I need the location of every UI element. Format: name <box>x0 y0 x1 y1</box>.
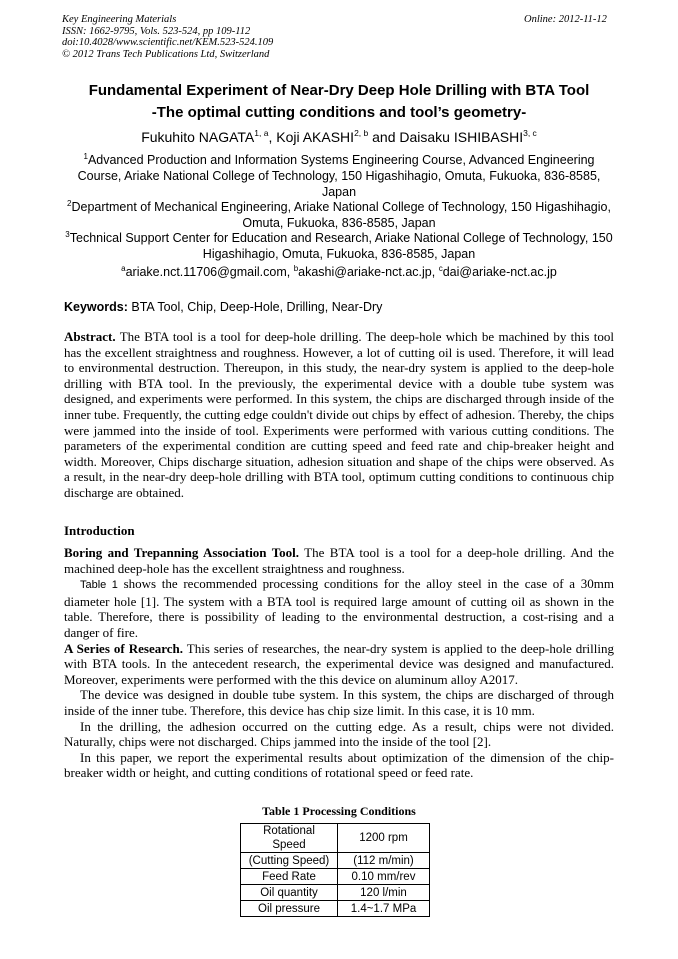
table-reference[interactable]: Table 1 <box>80 579 118 592</box>
table-cell: Oil quantity <box>241 885 338 901</box>
abstract-text: The BTA tool is a tool for deep-hole drilling. The deep-hole which be machined by this tool has the excellent straightness and roughness. However, a lot of cutting oil is used. Therefore, it will lead to environmental destruction. Thereupon, in this study, the near-dry system is applied to the deep-hole drilling with BTA tool. In the previously, the experimental device with a double tube system was designed, and experiments were performed. In this system, the chips are discharged through inside of the inner tube. Frequently, the cutting edge couldn't divide out chips by effect of adhesion. Thereby, the chips were jammed into the inside of tool. Experiments were performed with various cutting conditions. The parameters of the experimental condition are cutting speed and feed rate and chip-breaker height and width. Moreover, Chips discharge situation, adhesion situation and shape of the chips were observed. As a result, in the near-dry deep-hole drilling with BTA tool, optimum cutting conditions to continuous chip discharge are obtained. <box>64 329 614 500</box>
table-row <box>241 869 430 885</box>
table-cell: Oil pressure <box>241 901 338 917</box>
abstract <box>64 329 614 501</box>
online-date: Online: 2012-11-12 <box>524 14 607 25</box>
paragraph: In the drilling, the adhesion occurred on the cutting edge. As a result, chips were not divided. Naturally, chips were not discharged. Chips jammed into the inside of the tool [2]. <box>64 718 614 750</box>
affiliation <box>64 199 614 231</box>
author-name: Daisaku ISHIBASHI <box>399 129 524 145</box>
author-affil-mark: 2, b <box>354 128 369 138</box>
table-row <box>241 824 430 853</box>
author-emails <box>64 264 614 280</box>
paragraph: In this paper, we report the experimental results about optimization of the dimension of the chip-breaker width or height, and cutting conditions of rotational speed or feed rate. <box>64 749 614 781</box>
journal-name: Key Engineering Materials <box>62 14 177 25</box>
paragraph-text: The BTA tool is a tool for a deep-hole drilling. And the machined deep-hole has the excellent straightness and roughness. <box>64 545 614 576</box>
paragraph <box>64 576 614 640</box>
doi-line: doi:10.4028/www.scientific.net/KEM.523-524.109 <box>62 37 274 48</box>
affiliation-mark: 1 <box>83 152 88 161</box>
affiliation-text: Department of Mechanical Engineering, Ariake National College of Technology, 150 Higashihagio, Omuta, Fukuoka, 836-8585, Japan <box>71 200 611 230</box>
email-separator: , <box>286 265 294 279</box>
author-affil-mark: 1, a <box>254 128 269 138</box>
table-row <box>241 853 430 869</box>
paragraph-text: This series of researches, the near-dry system is applied to the deep-hole drilling with BTA tools. In the antecedent research, the experimental device was designed and manufactured. Moreover, experiments were performed with the this device on aluminum alloy A2017. <box>64 640 615 687</box>
affiliation-mark: 2 <box>67 199 72 208</box>
keywords-label: Keywords: <box>64 300 128 314</box>
email-mark: a <box>121 264 126 273</box>
table-caption: Table 1 Processing Conditions <box>262 804 416 818</box>
affiliation <box>64 152 614 200</box>
keywords-text: BTA Tool, Chip, Deep-Hole, Drilling, Near-Dry <box>127 300 383 314</box>
email-address[interactable]: dai@ariake-nct.ac.jp <box>442 265 557 279</box>
email-separator: , <box>431 265 439 279</box>
table-cell: 1200 rpm <box>338 824 430 853</box>
section-heading-introduction: Introduction <box>64 523 135 538</box>
paragraph-label: A Series of Research. <box>64 640 184 656</box>
abstract-label: Abstract. <box>64 329 116 344</box>
table-cell: (112 m/min) <box>338 853 430 869</box>
paper-title: Fundamental Experiment of Near-Dry Deep Hole Drilling with BTA Tool <box>88 82 590 99</box>
keywords <box>64 299 614 315</box>
author-name: Fukuhito NAGATA <box>141 129 255 145</box>
table-cell: (Cutting Speed) <box>241 853 338 869</box>
paragraph <box>64 545 614 576</box>
author-list <box>40 128 638 146</box>
paper-subtitle: -The optimal cutting conditions and tool’s geometry- <box>151 104 527 121</box>
email-address[interactable]: akashi@ariake-nct.ac.jp <box>298 265 432 279</box>
author-separator: , <box>268 129 277 145</box>
email-mark: b <box>293 264 299 273</box>
processing-conditions-table <box>240 823 430 917</box>
table-cell: 0.10 mm/rev <box>338 869 430 885</box>
author-separator: and <box>368 129 400 145</box>
table-cell: 1.4~1.7 MPa <box>338 901 430 917</box>
paragraph-text: shows the recommended processing conditions for the alloy steel in the case of a 30mm diameter hole [1]. The system with a BTA tool is required large amount of cutting oil as shown in the table. Therefore, there is possibility of leading to the environmental destruction, a cost-rising and a danger of fire. <box>64 576 614 640</box>
table-cell: Feed Rate <box>241 869 338 885</box>
issn-line: ISSN: 1662-9795, Vols. 523-524, pp 109-112 <box>62 25 251 37</box>
affiliation-mark: 3 <box>65 230 70 239</box>
table-row <box>241 885 430 901</box>
email-mark: c <box>438 264 443 273</box>
journal-header <box>62 14 273 60</box>
copyright-line: © 2012 Trans Tech Publications Ltd, Switzerland <box>62 48 270 60</box>
table-row <box>241 901 430 917</box>
table-cell: 120 l/min <box>338 885 430 901</box>
introduction-body <box>64 545 614 781</box>
affiliation-text: Technical Support Center for Education and Research, Ariake National College of Technology, 150 Higashihagio, Omuta, Fukuoka, 836-8585, Japan <box>69 231 613 261</box>
affiliation-text: Advanced Production and Information Systems Engineering Course, Advanced Engineering Course, Ariake National College of Technology, 150 Higashihagio, Omuta, Fukuoka, 836-8585, Japan <box>77 153 601 199</box>
email-address[interactable]: ariake.nct.11706@gmail.com <box>125 265 287 279</box>
author-affil-mark: 3, c <box>523 128 537 138</box>
table-cell: Rotational Speed <box>241 824 338 853</box>
paragraph: The device was designed in double tube system. In this system, the chips are discharged of through inside of the inner tube. Therefore, this device has chip size limit. In this case, it is 10 mm. <box>64 687 614 718</box>
paragraph-label: Boring and Trepanning Association Tool. <box>64 545 300 560</box>
author-name: Koji AKASHI <box>276 129 355 145</box>
affiliation <box>64 230 614 262</box>
paragraph <box>64 641 614 688</box>
